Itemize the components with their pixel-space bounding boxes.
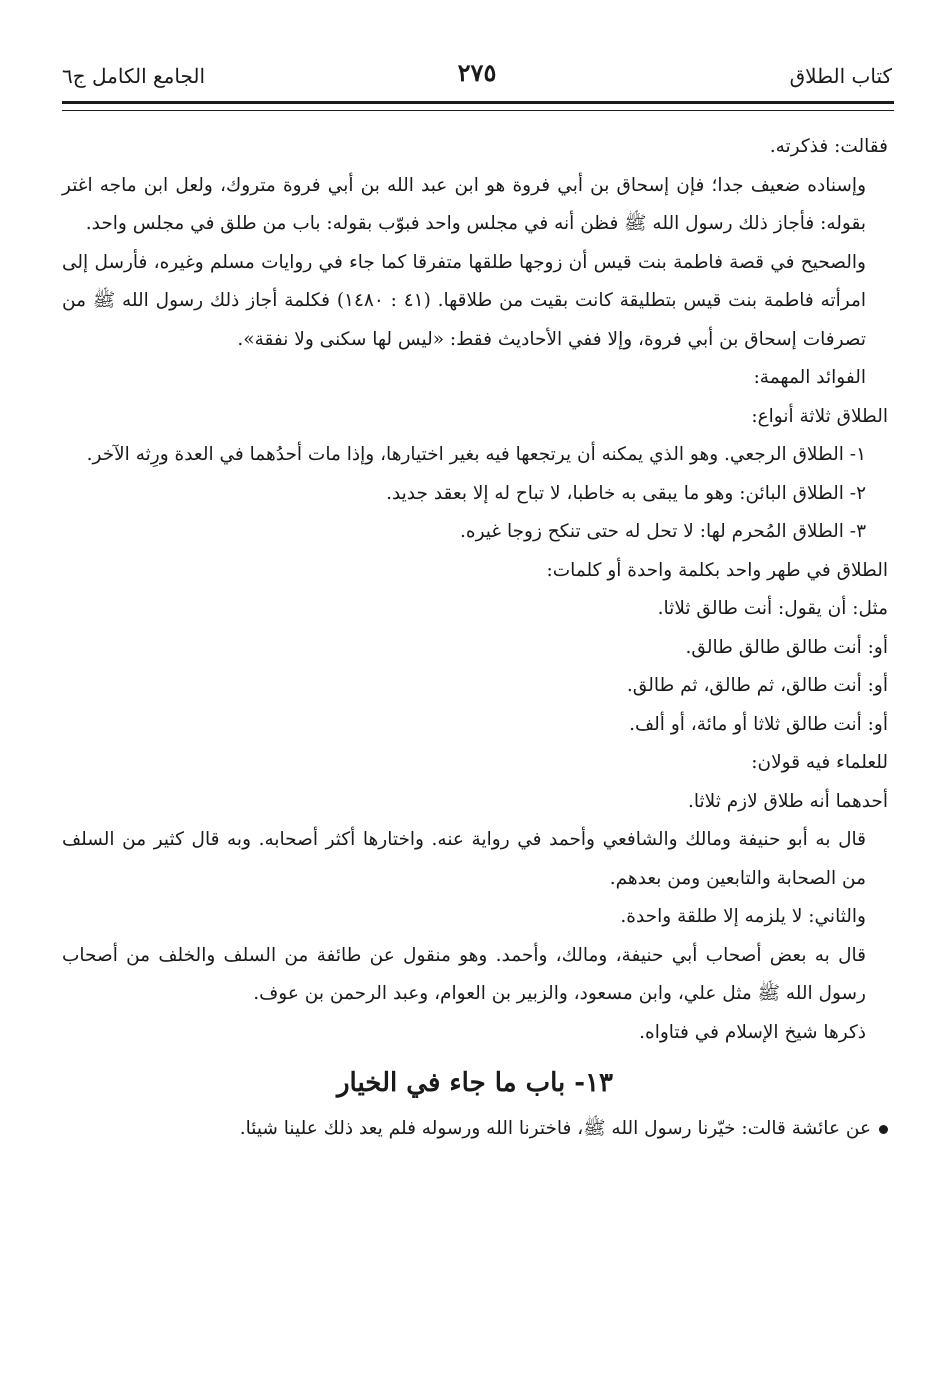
paragraph: قال به بعض أصحاب أبي حنيفة، ومالك، وأحمد. وهو منقول عن طائفة من السلف والخلف من أصحاب رسول الله ﷺ مثل علي، وابن مسعود، والزبير بن العوام، وعبد الرحمن بن عوف. [62, 944, 866, 1004]
paragraph: للعلماء فيه قولان: [751, 752, 888, 773]
hadith-text [62, 1110, 888, 1149]
volume-title: الجامع الكامل ج٦ [62, 64, 206, 88]
list-item: ١- الطلاق الرجعي. وهو الذي يمكنه أن يرتجعها فيه بغير اختيارها، وإذا مات أحدُهما في العدة ورِثه الآخر. [86, 444, 866, 465]
book-title: كتاب الطلاق [789, 64, 892, 88]
example-line: مثل: أن يقول: أنت طالق ثلاثا. [657, 598, 888, 619]
paragraph: ذكرها شيخ الإسلام في فتاواه. [639, 1021, 866, 1043]
header-rule-thick [62, 101, 894, 104]
example-line: أو: أنت طالق طالق طالق. [685, 636, 888, 658]
paragraph: والصحيح في قصة فاطمة بنت قيس أن زوجها طلقها متفرقا كما جاء في روايات مسلم وغيره، فأرسل إلى امرأته فاطمة بنت قيس بتطليقة كانت بقيت من طلاقها. (٤١ : ١٤٨٠) فكلمة أجاز ذلك رسول الله ﷺ من تصرفات إسحاق بن أبي فروة، وإلا ففي الأحاديث فقط: «ليس لها سكنى ولا نفقة». [62, 251, 867, 350]
list-item: ٣- الطلاق المُحرم لها: لا تحل له حتى تنكح زوجا غيره. [460, 521, 866, 542]
paragraph: الطلاق في طهر واحد بكلمة واحدة أو كلمات: [546, 559, 888, 581]
header-rule-thin [62, 110, 894, 111]
paragraph: الطلاق ثلاثة أنواع: [751, 405, 888, 427]
example-line: أو: أنت طالق ثلاثا أو مائة، أو ألف. [629, 713, 888, 735]
page-body [62, 128, 888, 1149]
paragraph: والثاني: لا يلزمه إلا طلقة واحدة. [620, 906, 866, 927]
paragraph: فقالت: فذكرته. [769, 136, 888, 157]
paragraph: الفوائد المهمة: [753, 367, 866, 388]
page-number: ٢٧٥ [457, 58, 497, 87]
section-heading: ١٣- باب ما جاء في الخيار [336, 1068, 614, 1098]
hadith-body: عن عائشة قالت: خيّرنا رسول الله ﷺ، فاخترنا الله ورسوله فلم يعد ذلك علينا شيئا. [239, 1118, 871, 1139]
paragraph: وإسناده ضعيف جدا؛ فإن إسحاق بن أبي فروة هو ابن عبد الله بن أبي فروة متروك، ولعل ابن ماجه اغتر بقوله: فأجاز ذلك رسول الله ﷺ فظن أنه في مجلس واحد فبوّب بقوله: باب من طلق في مجلس واحد. [62, 174, 866, 234]
paragraph: قال به أبو حنيفة ومالك والشافعي وأحمد في رواية عنه. واختارها أكثر أصحابه. وبه قال كثير من السلف من الصحابة والتابعين ومن بعدهم. [62, 829, 866, 889]
list-item: ٢- الطلاق البائن: وهو ما يبقى به خاطبا، لا تباح له إلا بعقد جديد. [386, 482, 866, 504]
example-line: أو: أنت طالق، ثم طالق، ثم طالق. [626, 675, 888, 696]
bullet-icon [879, 1125, 888, 1134]
running-header [62, 58, 892, 98]
paragraph: أحدهما أنه طلاق لازم ثلاثا. [687, 790, 888, 812]
